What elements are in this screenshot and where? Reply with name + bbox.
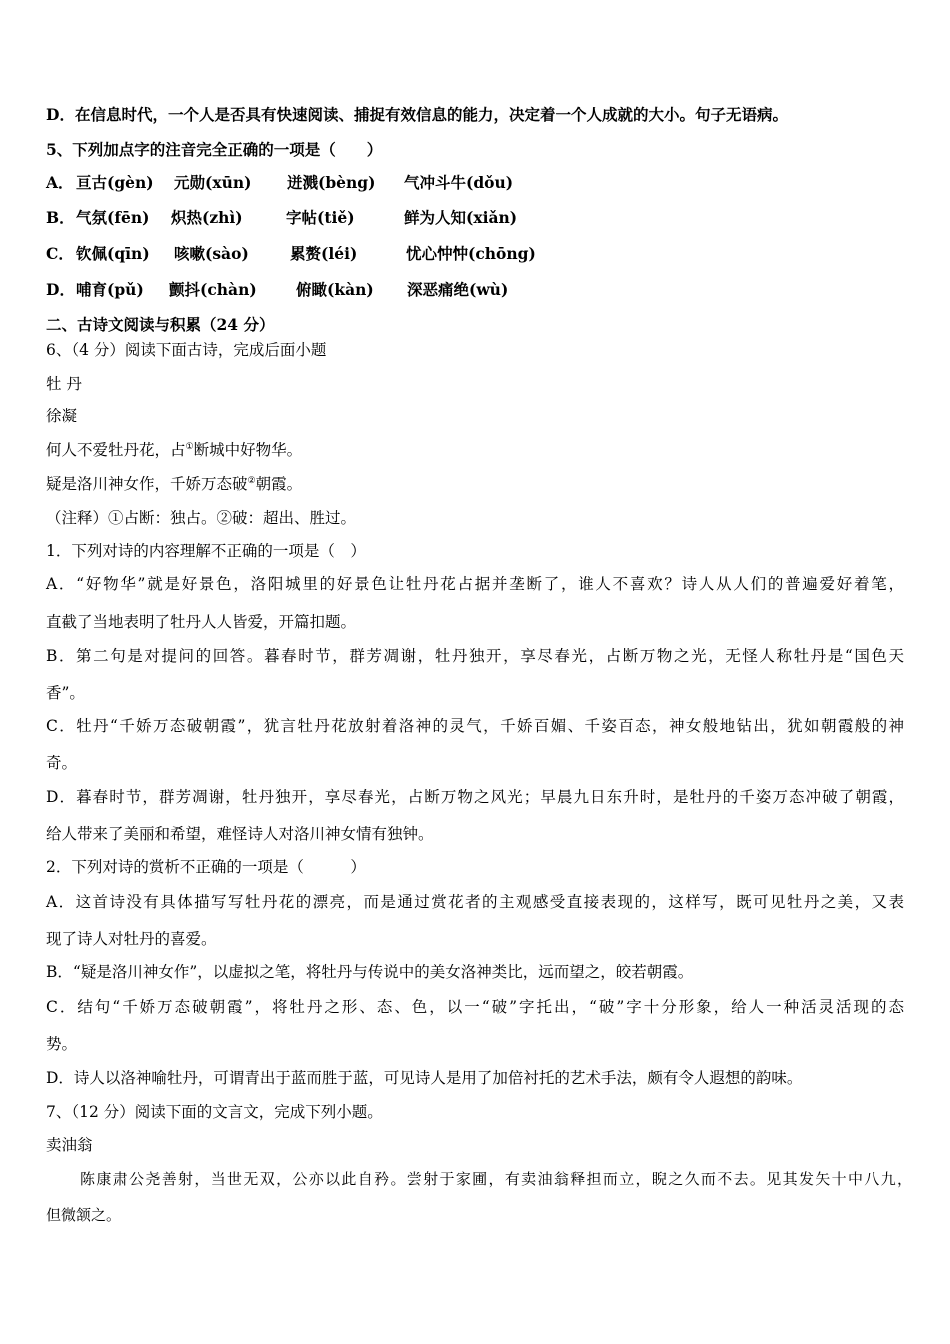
sub2-option-c-cont: 势。 (46, 1035, 78, 1053)
option-item: 累赘(léi) (290, 244, 358, 263)
q7-stem: 7、（12 分）阅读下面的文言文，完成下列小题。 (46, 1103, 383, 1121)
poem-text: 断城中好物华。 (193, 441, 303, 459)
sub2-option-a-cont: 现了诗人对牡丹的喜爱。 (46, 930, 217, 948)
option-label: A． (46, 173, 74, 192)
option-item: 迸溅(bèng) (287, 173, 376, 192)
sub1-option-d-cont: 给人带来了美丽和希望，难怪诗人对洛川神女情有独钟。 (46, 825, 434, 843)
passage-paragraph-cont: 但微颔之。 (46, 1206, 122, 1224)
option-label: C． (46, 244, 74, 263)
sub1-option-d: D．暮春时节，群芳凋谢，牡丹独开，享尽春光，占断万物之风光；早晨九日东升时，是牡丹的千姿万态冲破了朝霞， (46, 788, 904, 806)
passage-paragraph: 陈康肃公尧善射，当世无双，公亦以此自矜。尝射于家圃，有卖油翁释担而立，睨之久而不去。见其发矢十中八九， (80, 1170, 912, 1188)
passage-title: 卖油翁 (46, 1136, 93, 1154)
footnote-mark: ② (247, 475, 256, 486)
poem-line-2 (46, 472, 302, 494)
option-item: 鲜为人知(xiǎn) (404, 208, 518, 227)
poem-text: 朝霞。 (255, 475, 303, 493)
sub1-option-a-cont: 直截了当地表明了牡丹人人皆爱，开篇扣题。 (46, 613, 357, 631)
sub1-stem: 1．下列对诗的内容理解不正确的一项是（ ） (46, 542, 366, 560)
sub2-option-b: B．“疑是洛川神女作”，以虚拟之笔，将牡丹与传说中的美女洛神类比，远而望之，皎若朝霞。 (46, 963, 694, 981)
sub2-option-d: D．诗人以洛神喻牡丹，可谓青出于蓝而胜于蓝，可见诗人是用了加倍衬托的艺术手法，颇有令人遐想的韵味。 (46, 1069, 803, 1087)
sub2-stem: 2．下列对诗的赏析不正确的一项是（ ） (46, 858, 366, 876)
option-item: 亘古(gèn) (76, 173, 154, 192)
option-label: D． (46, 280, 75, 299)
option-item: 俯瞰(kàn) (296, 280, 374, 299)
poem-text: 疑是洛川神女作，千娇万态破 (46, 475, 248, 493)
option-item: 气氛(fēn) (76, 208, 150, 227)
poem-author: 徐凝 (46, 407, 78, 425)
sub1-option-a: A．“好物华”就是好景色，洛阳城里的好景色让牡丹花占据并垄断了，谁人不喜欢？诗人从人们的普遍爱好着笔， (46, 575, 904, 593)
q4-option-d: D．在信息时代，一个人是否具有快速阅读、捕捉有效信息的能力，决定着一个人成就的大小。句子无语病。 (46, 105, 788, 124)
option-item: 颤抖(chàn) (169, 280, 257, 299)
option-item: 元勋(xūn) (174, 173, 252, 192)
option-item: 忧心忡忡(chōng) (406, 244, 536, 263)
sub1-option-c-cont: 奇。 (46, 754, 78, 772)
sub2-option-a: A．这首诗没有具体描写写牡丹花的漂亮，而是通过赏花者的主观感受直接表现的，这样写，既可见牡丹之美，又表 (46, 893, 904, 911)
option-item: 字帖(tiě) (286, 208, 355, 227)
q6-stem: 6、（4 分）阅读下面古诗，完成后面小题 (46, 341, 327, 359)
sub1-option-b-cont: 香”。 (46, 684, 85, 702)
poem-text: 何人不爱牡丹花，占 (46, 441, 186, 459)
option-item: 炽热(zhì) (171, 208, 243, 227)
option-item: 深恶痛绝(wù) (407, 280, 509, 299)
poem-note: （注释）①占断：独占。②破：超出、胜过。 (46, 509, 357, 527)
sub1-option-c: C．牡丹“千娇万态破朝霞”，犹言牡丹花放射着洛神的灵气，千娇百媚、千姿百态，神女般地钻出，犹如朝霞般的神 (46, 717, 904, 735)
option-item: 气冲斗牛(dǒu) (404, 173, 514, 192)
poem-line-1 (46, 438, 302, 460)
footnote-mark: ① (185, 441, 194, 452)
option-item: 哺育(pǔ) (76, 280, 144, 299)
section-title: 二、古诗文阅读与积累（24 分） (46, 315, 275, 334)
sub1-option-b: B．第二句是对提问的回答。暮春时节，群芳凋谢，牡丹独开，享尽春光，占断万物之光，无怪人称牡丹是“国色天 (46, 647, 904, 665)
option-item: 咳嗽(sào) (174, 244, 249, 263)
option-item: 钦佩(qīn) (76, 244, 150, 263)
poem-title: 牡 丹 (46, 375, 82, 393)
q5-stem: 5、下列加点字的注音完全正确的一项是（ ） (46, 140, 383, 159)
option-label: B． (46, 208, 75, 227)
sub2-option-c: C．结句“千娇万态破朝霞”，将牡丹之形、态、色，以一“破”字托出，“破”字十分形象，给人一种活灵活现的态 (46, 998, 904, 1016)
